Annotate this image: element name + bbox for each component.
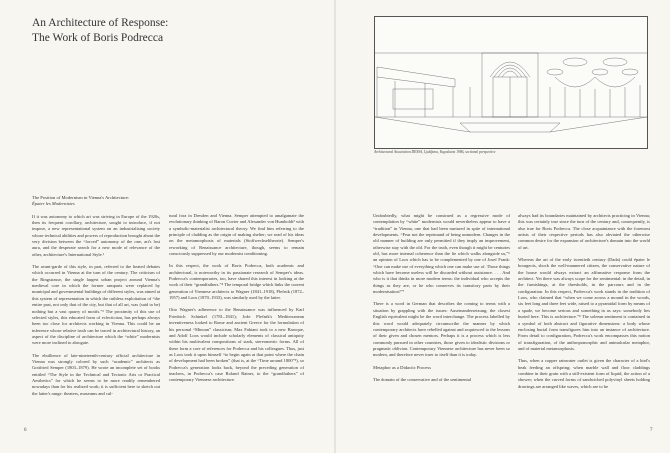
section-heading-text: The Position of Modernism in Vienna's Architecture: xyxy=(32,195,130,200)
paragraph: tural fora in Dresden and Vienna. Semper attempted to amalgamate the evolutionary thinking of Baron Cuvier and Alexander von Humboldt³ with a symbolic-materialist architectural theory. We find him referring to the principle of cladding as the origin of making shelter; we read of his ideas on the metamorphosis of materials (Stoffwechseltheorie). Semper's reworking of Renaissance architecture, though, seems to remain consciously suppressed by our modernist conditioning. xyxy=(169,213,304,257)
paragraph: If it was autonomy to which art was striving in Europe of the 1920s, then its frequent corollary, architecture, sought to introduce, if not impose, a new representational system on an industrialising society whose technical abilities and powers of reproduction brought about the very division between the “forced” autonomy of the one, art's lost aura, and the desperate search for a new mode of relevance of the other, architecture's International Style.¹ xyxy=(32,213,160,257)
figure-caption: Architectural Association DESSA, Ljubljana, Yugoslavia 1986, sectional perspective xyxy=(374,150,496,154)
paragraph: Whereas the art of the early twentieth century (Dada) could épater le bourgeois, shock the well-mannered citizen, the conservative nature of the house would always extract an affirmative response from the architect. Yet there was always scope for the sentimental: in the detail, in the furnishings, at the thresholds, in the parcours and in the configuration. In this respect, Podrecca's work stands in the tradition of Loos, who claimed that “when we come across a mound in the woods, six feet long and three feet wide, raised to a pyramidal form by means of a spade, we become serious and something in us says: somebody lies buried here. This is architecture.”⁸ The solemn sentiment is contained in a symbol of both abstract and figurative dimensions: a body whose enclosing burial form transfigures him into an instance of architecture. From detail to configuration, Podrecca's work encompasses this notion of transfiguration, of the anthropomorphic and animalcular metaphor, and of material metamorphosis. xyxy=(518,257,650,351)
architectural-drawing-icon xyxy=(375,17,647,148)
paragraph: In this respect, the work of Boris Podrecca, both academic and architectural, is noteworthy in its passionate research of Semper's ideas. Podrecca's contemporaries, too, have shared this interest in looking at the work of their “grandfathers.”⁴ The temporal bridge which links the current generation of Viennese architects to Wagner (1841–1918), Plečnik (1872–1957) and Loos (1870–1933), was similarly used by the latter. xyxy=(169,263,304,301)
column-2 xyxy=(169,213,304,390)
architectural-drawing-figure xyxy=(374,16,648,149)
column-4 xyxy=(518,213,650,396)
paragraph: The ebullience of late-nineteenth-century official architecture in Vienna was strongly colored by such “academic” architects as Gottfried Semper (1803–1879). He wrote an incomplete set of books entitled “The Style in the Technical and Tectonic Arts or Practical Aesthetics” for which he seems to be more readily remembered nowadays than for his realized work; it is sufficient here to sketch out the latter's range: theaters, museums and cul- xyxy=(32,352,160,396)
section-heading-2: Metaphor as a Didactic Process xyxy=(373,364,431,370)
page-number-left: 6 xyxy=(24,428,27,433)
paragraph: The avant-garde of this style, in part, referred to the heated debates which occurred in Vienna at the turn of the century. The criticism of the Ringstrasse, the single largest urban project around Vienna's medieval core in which the former ramparts were replaced by municipal and governmental buildings of different styles, was aimed at this system of representation in which the ruthless exploitation of “the entire past, not only that of the city, but that of all art, was (said to be) nothing but a vast quarry of motifs.”² The proximity of this use of selected styles, this educated form of eclecticism, has perhaps always been too close for architects working in Vienna. This could be an inference whose relative truth can be traced in architectural history, an aspect of the discipline of architecture which the “white” modernists were more inclined to abrogate. xyxy=(32,264,160,346)
column-3 xyxy=(373,213,510,389)
page-number-right: 7 xyxy=(650,428,653,433)
paragraph: Otto Wagner's adherence to the Renaissance was influenced by Karl Friedrich Schinkel (1781–1841); Jože Plečnik's Mediterranean inventiveness looked to Rome and ancient Greece for the formulation of his personal “Minoan” classicism; Max Fabiani took to a new Baroque, and Adolf Loos would include scholarly elements of classical antiquity within his multivalent compositions of stark, stereometric forms. All of these form a core of references for Podrecca and his colleagues. Thus, just as Loos took it upon himself “to begin again at that point where the chain of development had been broken” (that is, at the “Time around 1800”⁵), so Podrecca's generation looks back, beyond the preceding generation of teachers, in Podrecca's case Roland Rainer, to the “grandfathers” of contemporary Viennese architecture. xyxy=(169,307,304,383)
section-heading xyxy=(32,195,160,208)
chapter-title-line1: An Architecture of Response: xyxy=(32,17,169,29)
paragraph: always had its boundaries maintained by architects practicing in Vienna; this was certainly true since the turn of the century and, consequently, is also true for Boris Podrecca. The close acquaintance with the foremost artists of their respective periods has also obviated the otherwise common desire for the expansion of architecture's domain into the world of art. xyxy=(518,213,650,250)
chapter-title xyxy=(32,16,168,46)
paragraph: There is a word in German that describes the coming to terms with a situation by grappling with the issues: Auseinandersetzung; the closest English equivalent might be the word interchange. The process labelled by this word would adequately circumscribe the manner by which contemporary architects have rebelled against and acquiesced to the lessons of their given and chosen mentors. Perhaps it is a process which is less commonly pursued in other countries, those given to idealistic divisions or pragmatic oblivion. Contemporary Viennese architecture has never been so modern, and therefore never truer to itself than it is today. xyxy=(373,301,510,358)
paragraph: Undoubtedly, what might be construed as a regressive mode of contemplation by “white” modernists would nevertheless appear to have a “tradition” in Vienna, one that had been nurtured in spite of international developments. “Fear not the reprimand of being unmodern. Changes in the old manner of building are only permitted if they imply an improvement, otherwise stay with the old. For the truth, even though it might be centuries old, has more internal coherence than the lie which walks alongside us,”⁶ an opinion of Loos which has to be complemented by one of Josef Frank: “One can make use of everything which one can make use of. Those things which have become useless will be discarded without assistance. . . . And who is it that thinks in more modern terms: the individual who accepts the things as they are, or he who conserves its transitory parts by their modernisation?”⁷ xyxy=(373,213,510,295)
chapter-title-line2: The Work of Boris Podrecca xyxy=(32,32,164,44)
paragraph: The domain of the conservative and of the sentimental xyxy=(373,376,471,382)
paragraph: Thus, when a copper rainwater outlet is given the character of a bird's beak feeding an offspring; when marble wall and floor claddings combine in their grain with a still-existent form of liquid, the action of a shower; when the curved forms of sandwiched polyvinyl sheets holding drawings are arranged like waves, which are to be xyxy=(518,358,650,389)
section-subheading: Épater les Modernistes xyxy=(32,201,75,207)
column-1 xyxy=(32,195,160,397)
